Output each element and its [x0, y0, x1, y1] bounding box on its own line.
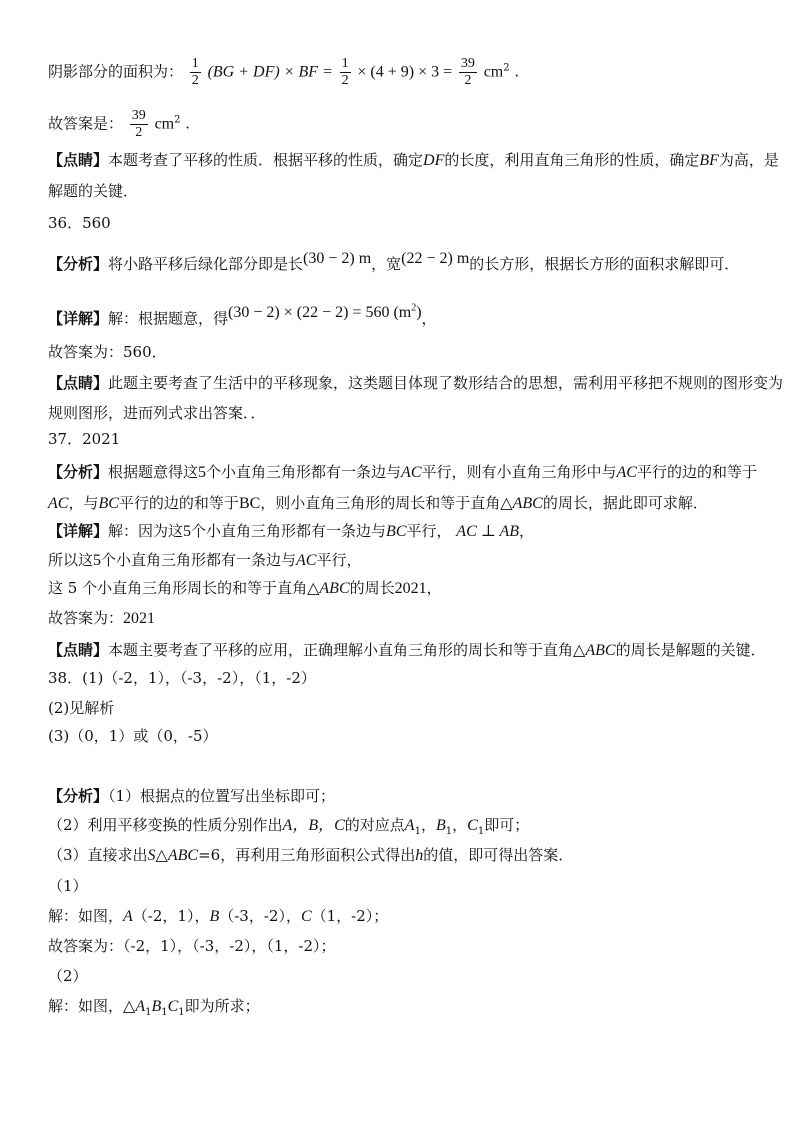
- text: （3）直接求出: [48, 846, 148, 864]
- text: （2）利用平移变换的性质分别作出: [48, 816, 283, 834]
- text: 的对应点: [344, 816, 405, 834]
- q36-analysis: [48, 249, 760, 274]
- text: （1）根据点的位置写出坐标即可；: [108, 787, 336, 805]
- formula: (30 − 2) m: [303, 250, 372, 267]
- question-37-header: [48, 429, 760, 449]
- text: ，则小直角三角形的周长和等于直角: [260, 494, 501, 512]
- fraction-half: $\frac{1}{2}$: [191, 56, 199, 88]
- text: 故答案为：560．: [48, 343, 167, 361]
- text: 平行的边的和等于: [118, 494, 239, 512]
- unit: cm: [154, 115, 175, 133]
- text: ，与: [68, 494, 99, 512]
- q37-comment: [48, 640, 766, 661]
- text: =6，再利用三角形面积公式得出: [198, 846, 416, 864]
- q37-analysis-2: [48, 493, 760, 514]
- text: 故答案是：: [48, 114, 124, 133]
- subscript: 1: [178, 1007, 185, 1018]
- text: 所以这: [48, 551, 94, 569]
- number: 5: [198, 464, 207, 481]
- var: C: [167, 998, 179, 1015]
- comment-line-2: [48, 181, 760, 201]
- text: 平行，: [316, 551, 362, 569]
- text: 本题主要考查了平移的应用，正确理解小直角三角形的周长和等于直角: [108, 641, 574, 659]
- text: 38．(1)（-2，1），（-3，-2），（1，-2）: [48, 669, 316, 687]
- var: B: [209, 908, 220, 925]
- text: 解：如图，: [48, 997, 124, 1015]
- var: A: [123, 908, 133, 925]
- formula: (22 − 2) m: [401, 250, 470, 267]
- var: AC: [401, 464, 422, 481]
- var: S△ABC: [147, 847, 199, 864]
- var: △ABC: [573, 642, 616, 659]
- detail-tag: 【详解】: [48, 522, 109, 540]
- number: 2021: [394, 580, 427, 597]
- var: AC: [48, 495, 69, 512]
- text: 即可；: [484, 816, 530, 834]
- text: 平行，则有小直角三角形中与: [421, 463, 617, 481]
- text: 本题考查了平移的性质．根据平移的性质，确定: [108, 151, 424, 169]
- q38-part-2-solution: [48, 996, 760, 1023]
- text: 的周长，据此即可求解．: [542, 494, 708, 512]
- text: 的周长是解题的关键．: [615, 641, 766, 659]
- q38-analysis: [48, 786, 760, 806]
- var: △ABC: [500, 495, 543, 512]
- text: （-3，-2），: [219, 907, 301, 925]
- fraction-result: $\frac{39}{2}$: [460, 56, 475, 88]
- var: A，B，C: [282, 817, 345, 834]
- q36-answer: [48, 342, 760, 362]
- analysis-tag: 【分析】: [48, 463, 109, 481]
- q38-analysis-2: [48, 815, 760, 842]
- var: B: [151, 998, 162, 1015]
- question-38-header: [48, 668, 760, 688]
- fraction-answer: $\frac{39}{2}$: [131, 108, 146, 140]
- var: BF: [699, 152, 719, 169]
- var: △A: [123, 998, 146, 1015]
- subscript: 1: [414, 826, 421, 837]
- text: ，宽: [371, 255, 402, 273]
- unit-exponent: 2: [174, 114, 181, 126]
- comment-tag: 【点睛】: [48, 641, 109, 659]
- var: AC: [296, 552, 317, 569]
- detail-tag: 【详解】: [48, 309, 109, 328]
- unit: cm: [483, 63, 504, 81]
- var: △ABC: [307, 580, 350, 597]
- text: 解：因为这: [108, 522, 184, 540]
- q36-detail: [48, 299, 760, 328]
- subscript: 1: [145, 1007, 152, 1018]
- text: 为高，是: [718, 151, 779, 169]
- text: 规则图形，进而列式求出答案．．: [48, 404, 266, 422]
- var: BC: [238, 495, 261, 512]
- text: (2)见解析: [48, 699, 115, 717]
- q37-detail-2: [48, 550, 760, 571]
- text: ，: [426, 579, 442, 597]
- q38-part-2-label: [48, 966, 760, 986]
- text: ，: [452, 816, 468, 834]
- var: h: [415, 847, 424, 864]
- text: 个小直角三角形都有一条边与: [206, 463, 402, 481]
- var: AC: [616, 464, 637, 481]
- analysis-tag: 【分析】: [48, 787, 109, 805]
- text: 解题的关键．: [48, 182, 139, 200]
- var: BC: [386, 523, 407, 540]
- q38-analysis-3: [48, 845, 760, 866]
- text: 故答案为：: [48, 609, 124, 627]
- text: 即为所求；: [184, 997, 260, 1015]
- text: 平行，: [406, 522, 452, 540]
- text: 的周长: [349, 579, 395, 597]
- answer-line: [48, 108, 760, 141]
- q38-part-1-solution: [48, 906, 760, 927]
- number: 2021: [123, 610, 156, 627]
- var: A: [404, 817, 415, 834]
- text: ，: [420, 816, 436, 834]
- text: (3)（0，1）或（0，-5）: [48, 727, 218, 745]
- formula: (30 − 2) × (22 − 2) = 560 $(m^2)$: [228, 303, 422, 322]
- punct: .: [185, 114, 191, 133]
- text: （-2，1），: [132, 907, 210, 925]
- text: （1）: [48, 877, 88, 895]
- text: 的值，即可得出答案．: [423, 846, 574, 864]
- text: 故答案为：（-2，1），（-3，-2），（1，-2）；: [48, 937, 336, 955]
- var: C: [467, 817, 478, 834]
- q38-part-3: [48, 726, 760, 746]
- var: BC: [98, 495, 119, 512]
- punct: .: [514, 62, 520, 81]
- text: 根据题意得这: [108, 463, 199, 481]
- formula: × (4 + 9) × 3 =: [357, 63, 453, 81]
- q37-detail-3: [48, 578, 760, 599]
- text: 阴影部分的面积为：: [48, 62, 184, 81]
- q38-part-2: [48, 698, 760, 718]
- text: 的长度，利用直角三角形的性质，确定: [444, 151, 700, 169]
- number: 5: [93, 552, 102, 569]
- comment-tag: 【点睛】: [48, 374, 109, 392]
- area-calculation-line: [48, 56, 760, 89]
- var: B: [435, 817, 446, 834]
- text: 个小直角三角形都有一条边与: [101, 551, 297, 569]
- q36-comment-2: [48, 403, 760, 423]
- text: 解：如图，: [48, 907, 124, 925]
- q37-answer: [48, 608, 760, 629]
- q37-detail: [48, 521, 760, 542]
- comment-line: [48, 150, 779, 171]
- question-36-header: [48, 213, 760, 233]
- q37-analysis: [48, 462, 760, 483]
- text: （1，-2）；: [311, 907, 389, 925]
- text: （2）: [48, 967, 88, 985]
- text: 解：根据题意，得: [108, 309, 229, 328]
- number: 5: [183, 523, 192, 540]
- text: ，: [519, 522, 535, 540]
- subscript: 1: [161, 1007, 168, 1018]
- text: 此题主要考查了生活中的平移现象，这类题目体现了数形结合的思想，需利用平移把不规则的图形变为: [108, 374, 784, 392]
- q36-comment: [48, 373, 784, 393]
- comment-tag: 【点睛】: [48, 151, 109, 169]
- formula: (BG + DF) × BF =: [207, 63, 333, 81]
- punct: ，: [421, 309, 437, 328]
- subscript: 1: [445, 826, 453, 837]
- text: 的长方形，根据长方形的面积求解即可．: [469, 255, 740, 273]
- text: 37．2021: [48, 430, 121, 448]
- var: DF: [423, 152, 445, 169]
- var: AC ⊥ AB: [456, 523, 520, 540]
- unit-exponent: 2: [503, 62, 510, 74]
- q38-part-1-label: [48, 876, 760, 896]
- fraction-half-2: $\frac{1}{2}$: [341, 56, 349, 88]
- text: 平行的边的和等于: [636, 463, 757, 481]
- var: C: [300, 908, 312, 925]
- text: 将小路平移后绿化部分即是长: [108, 255, 304, 273]
- text: 这 5 个小直角三角形周长的和等于直角: [48, 579, 308, 597]
- text: 36．560: [48, 214, 111, 232]
- analysis-tag: 【分析】: [48, 255, 109, 273]
- subscript: 1: [477, 826, 485, 837]
- q38-part-1-answer: [48, 936, 760, 956]
- text: 个小直角三角形都有一条边与: [191, 522, 387, 540]
